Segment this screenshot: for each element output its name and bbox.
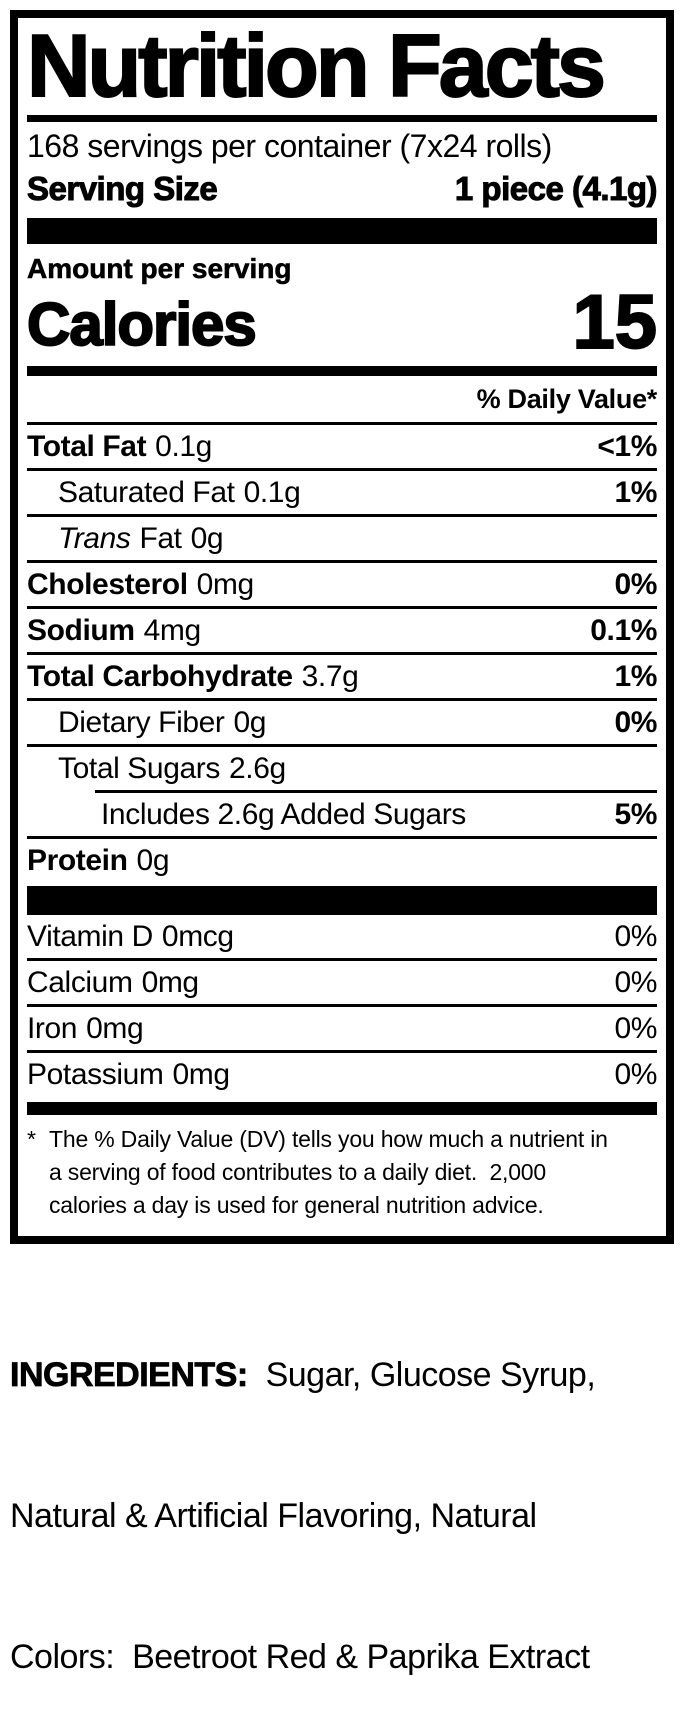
nutrient-name — [27, 1053, 230, 1096]
servings-per-container: 168 servings per container (7x24 rolls) — [27, 128, 552, 164]
daily-value-header: % Daily Value* — [476, 384, 657, 414]
nutrient-name — [27, 839, 169, 882]
nutrient-name — [27, 747, 286, 790]
nutrient-name-text: Vitamin D — [27, 920, 153, 953]
nutrient-daily-value: 0% — [614, 706, 657, 739]
ingredients-line: Colors: Beetroot Red & Paprika Extract — [10, 1638, 590, 1676]
footnote-line: The % Daily Value (DV) tells you how much a nutrient in — [49, 1126, 608, 1152]
nutrient-name-text: Fat — [139, 522, 182, 555]
nutrient-amount: 2.6g — [228, 752, 286, 785]
calories-row — [27, 280, 657, 365]
nutrition-facts-label — [10, 10, 674, 1244]
section-divider-bar — [27, 218, 657, 244]
ingredients-label: INGREDIENTS: — [10, 1356, 248, 1394]
nutrient-daily-value: 0% — [614, 966, 657, 999]
nutrient-name — [27, 471, 300, 514]
serving-size-row — [27, 167, 657, 211]
ingredients-text: Sugar, Glucose Syrup, — [247, 1356, 596, 1394]
nutrient-daily-value: 0.1% — [590, 614, 657, 647]
nutrient-amount: 0g — [190, 522, 224, 555]
nutrient-name-text: Saturated Fat — [58, 476, 235, 509]
nutrient-name — [27, 961, 199, 1004]
nutrient-row-sodium — [27, 606, 657, 652]
nutrient-name — [27, 609, 201, 652]
nutrient-name-text: Protein — [27, 844, 128, 877]
nutrient-name-text: Calcium — [27, 966, 133, 999]
nutrient-name-text: Total Carbohydrate — [27, 660, 293, 693]
nutrient-name-text: Cholesterol — [27, 568, 188, 601]
nutrient-row-protein — [27, 836, 657, 882]
amount-per-serving-label: Amount per serving — [27, 253, 292, 284]
micronutrient-row-iron — [27, 1004, 657, 1050]
nutrient-amount: 0mg — [196, 568, 254, 601]
nutrient-name — [27, 793, 466, 836]
footnote-line: a serving of food contributes to a daily diet. 2,000 — [49, 1159, 546, 1185]
footnote-text — [49, 1123, 608, 1222]
footnote-asterisk: * — [27, 1126, 36, 1152]
nutrient-row-dietary-fiber — [27, 698, 657, 744]
nutrient-name-italic: Trans — [58, 522, 131, 555]
nutrient-name — [27, 425, 212, 468]
nutrient-amount: 0mg — [141, 966, 199, 999]
nutrient-name-text: Dietary Fiber — [58, 706, 225, 739]
label-title: Nutrition Facts — [27, 16, 603, 115]
nutrient-daily-value: <1% — [597, 430, 657, 463]
section-divider-bar — [27, 366, 657, 376]
nutrient-amount: 0mcg — [161, 920, 234, 953]
nutrient-name-text: Total Fat — [27, 430, 147, 463]
nutrient-daily-value: 1% — [614, 476, 657, 509]
nutrient-name-text: Potassium — [27, 1058, 164, 1091]
nutrient-name — [27, 701, 266, 744]
nutrient-name — [27, 655, 358, 698]
nutrient-row-total-carbohydrate — [27, 652, 657, 698]
nutrient-amount: 0mg — [172, 1058, 230, 1091]
nutrient-name — [27, 517, 223, 560]
section-divider-bar — [27, 1102, 657, 1115]
nutrient-daily-value: 0% — [614, 920, 657, 953]
nutrient-daily-value: 5% — [614, 798, 657, 831]
section-divider-bar — [27, 886, 657, 915]
nutrient-row-trans-fat — [27, 514, 657, 560]
nutrient-name — [27, 563, 254, 606]
micronutrient-row-vitamin-d — [27, 915, 657, 958]
nutrient-daily-value: 0% — [614, 568, 657, 601]
title-divider-rule — [27, 115, 657, 122]
serving-size-label: Serving Size — [27, 170, 218, 207]
nutrient-row-added-sugars — [27, 793, 657, 836]
nutrient-amount: 4mg — [143, 614, 201, 647]
nutrient-name-text: Includes 2.6g Added Sugars — [101, 798, 466, 831]
nutrient-name-text: Total Sugars — [58, 752, 220, 785]
nutrient-daily-value: 0% — [614, 1012, 657, 1045]
nutrient-amount: 0mg — [86, 1012, 144, 1045]
nutrient-name-text: Sodium — [27, 614, 135, 647]
ingredients-line — [10, 1352, 684, 1399]
ingredients-line: Natural & Artificial Flavoring, Natural — [10, 1497, 537, 1535]
nutrient-name — [27, 1007, 143, 1050]
serving-size-value: 1 piece (4.1g) — [454, 170, 657, 207]
nutrient-amount: 0g — [233, 706, 267, 739]
footnote-line: calories a day is used for general nutrition advice. — [49, 1192, 544, 1218]
nutrient-amount: 0.1g — [243, 476, 301, 509]
daily-value-footnote — [27, 1115, 657, 1228]
nutrient-daily-value: 0% — [614, 1058, 657, 1091]
nutrient-daily-value: 1% — [614, 660, 657, 693]
nutrient-row-saturated-fat — [27, 468, 657, 514]
nutrient-amount: 0g — [136, 844, 170, 877]
nutrient-name — [27, 915, 234, 958]
nutrient-name-text: Iron — [27, 1012, 78, 1045]
nutrient-row-total-fat — [27, 422, 657, 468]
calories-value: 15 — [572, 280, 657, 365]
nutrient-amount: 3.7g — [301, 660, 359, 693]
micronutrient-row-calcium — [27, 958, 657, 1004]
nutrient-row-total-sugars — [27, 744, 657, 790]
ingredients-section — [10, 1258, 684, 1728]
nutrient-row-cholesterol — [27, 560, 657, 606]
nutrient-amount: 0.1g — [155, 430, 212, 463]
calories-label: Calories — [27, 291, 256, 358]
micronutrient-row-potassium — [27, 1050, 657, 1096]
